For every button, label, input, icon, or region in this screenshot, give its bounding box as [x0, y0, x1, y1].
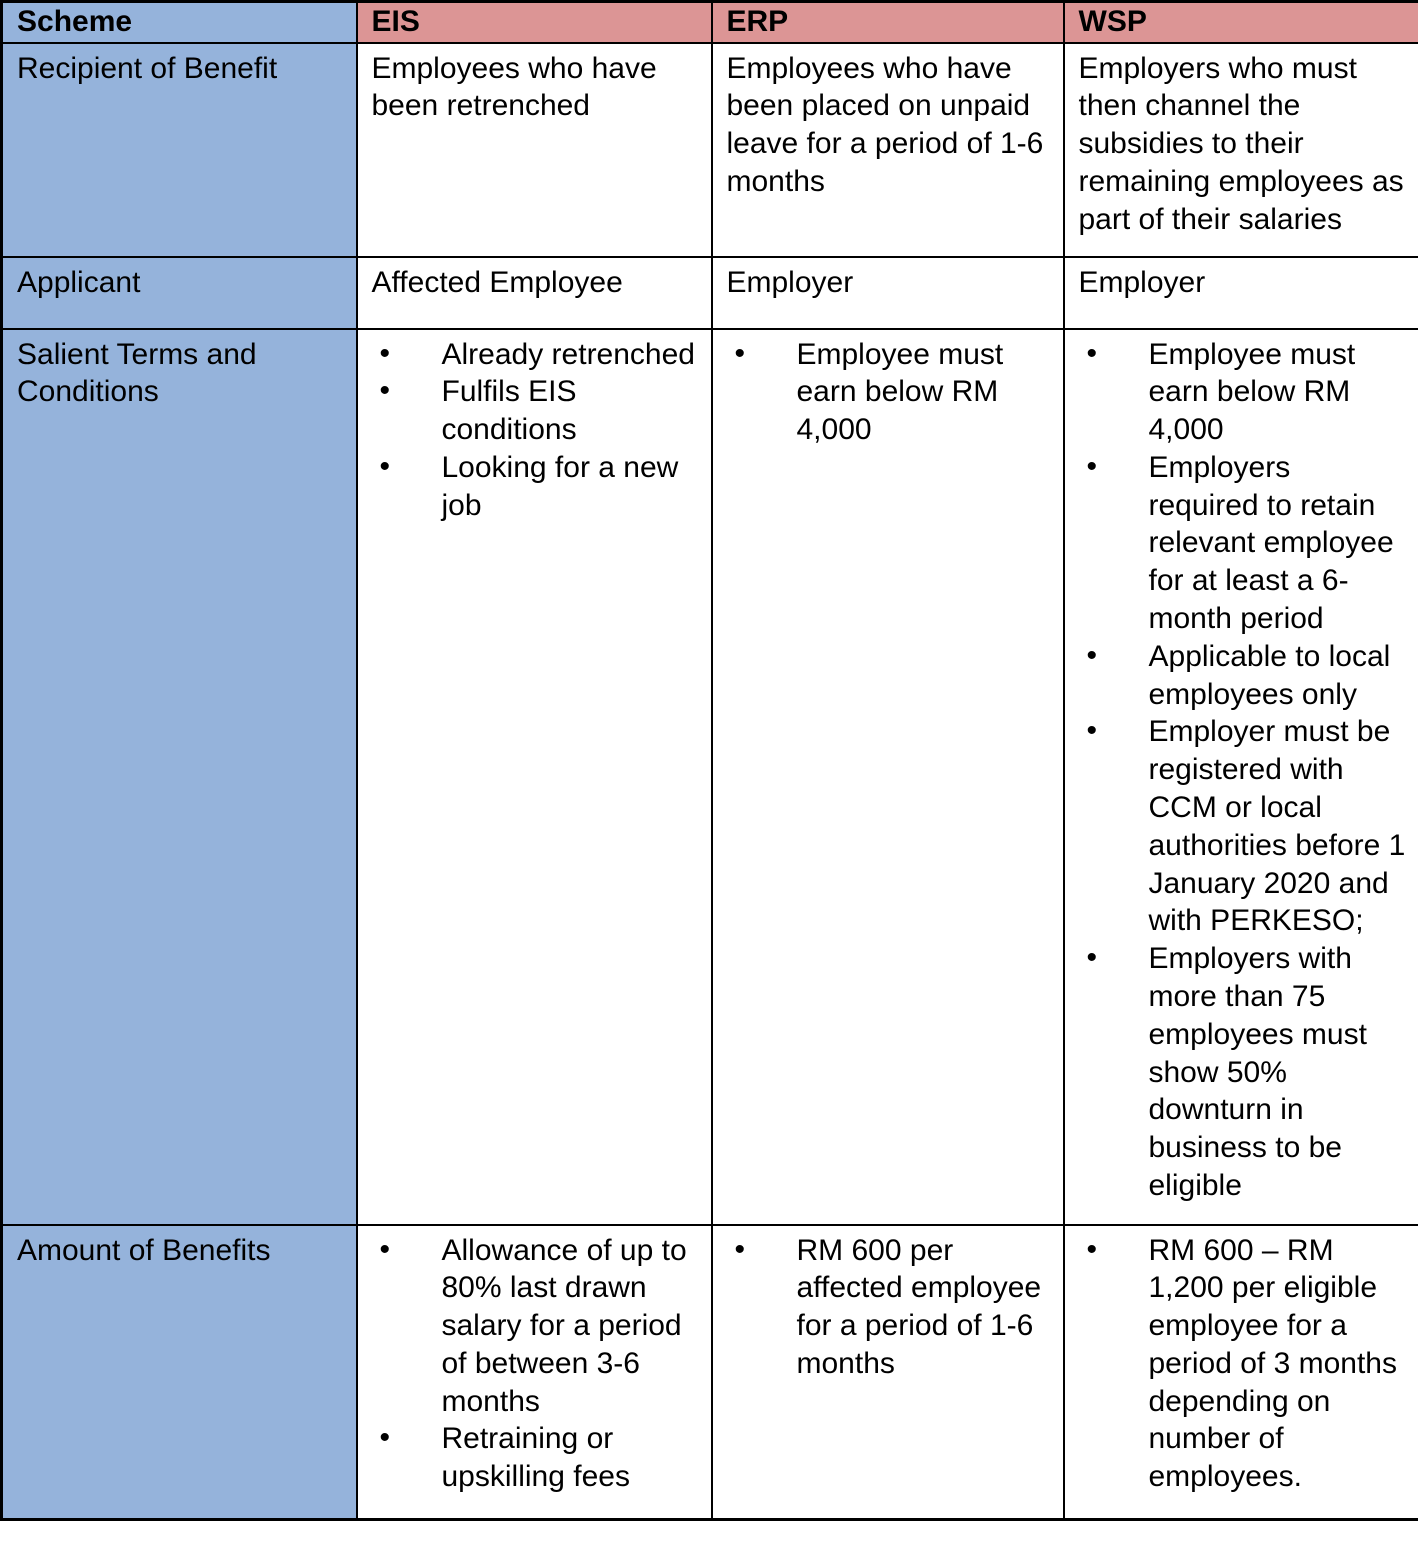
- table-row: [2, 257, 1418, 329]
- table-row: [2, 1225, 1418, 1520]
- cell-recipient-eis: [357, 43, 712, 257]
- bullet-item: • Looking for a new job: [372, 449, 701, 525]
- bullet-list: [372, 336, 701, 525]
- cell-salient-wsp: [1064, 329, 1418, 1225]
- row-label-salient-terms-and-conditions: Salient Terms and Conditions: [2, 329, 357, 1225]
- cell-salient-eis: [357, 329, 712, 1225]
- row-label-amount-of-benefits: Amount of Benefits: [2, 1225, 357, 1520]
- cell-text: Affected Employee: [371, 265, 623, 299]
- cell-applicant-erp: [712, 257, 1064, 329]
- cell-amount-erp: [712, 1225, 1064, 1520]
- table-body: [2, 43, 1418, 1520]
- table-header-row: [2, 2, 1418, 43]
- cell-text: Employer: [1078, 265, 1206, 299]
- column-header-scheme: Scheme: [2, 2, 357, 43]
- table-row: [2, 329, 1418, 1225]
- bullet-list: [727, 336, 1053, 449]
- bullet-list: [1079, 336, 1409, 1205]
- cell-applicant-eis: [357, 257, 712, 329]
- cell-text: Employers who must then channel the subsidies to their remaining employees as part of their salaries: [1078, 51, 1404, 236]
- table-row: [2, 43, 1418, 257]
- bullet-item: • Employee must earn below RM 4,000: [1079, 336, 1409, 449]
- bullet-list: [372, 1232, 701, 1497]
- bullet-item: • Employers with more than 75 employees must show 50% downturn in business to be eligible: [1079, 940, 1409, 1205]
- cell-amount-wsp: [1064, 1225, 1418, 1520]
- bullet-item: • Employers required to retain relevant employee for at least a 6-month period: [1079, 449, 1409, 638]
- cell-recipient-erp: [712, 43, 1064, 257]
- cell-text: Employees who have been retrenched: [371, 51, 657, 123]
- bullet-item: • RM 600 per affected employee for a period of 1-6 months: [727, 1232, 1053, 1383]
- cell-recipient-wsp: [1064, 43, 1418, 257]
- table-header: [2, 2, 1418, 43]
- bullet-item: • Allowance of up to 80% last drawn salary for a period of between 3-6 months: [372, 1232, 701, 1421]
- cell-text: Employees who have been placed on unpaid leave for a period of 1-6 months: [726, 51, 1044, 198]
- bullet-item: • Applicable to local employees only: [1079, 638, 1409, 714]
- bullet-item: • Employee must earn below RM 4,000: [727, 336, 1053, 449]
- cell-text: Employer: [726, 265, 854, 299]
- column-header-erp: ERP: [712, 2, 1064, 43]
- cell-amount-eis: [357, 1225, 712, 1520]
- row-label-applicant: Applicant: [2, 257, 357, 329]
- bullet-item: • Employer must be registered with CCM or local authorities before 1 January 2020 and with PERKESO;: [1079, 713, 1409, 940]
- bullet-item: • Retraining or upskilling fees: [372, 1420, 701, 1496]
- column-header-eis: EIS: [357, 2, 712, 43]
- bullet-list: [727, 1232, 1053, 1383]
- bullet-list: [1079, 1232, 1409, 1497]
- bullet-item: • RM 600 – RM 1,200 per eligible employee for a period of 3 months depending on number of employees.: [1079, 1232, 1409, 1497]
- column-header-wsp: WSP: [1064, 2, 1418, 43]
- cell-applicant-wsp: [1064, 257, 1418, 329]
- bullet-item: • Fulfils EIS conditions: [372, 373, 701, 449]
- cell-salient-erp: [712, 329, 1064, 1225]
- bullet-item: • Already retrenched: [372, 336, 701, 374]
- row-label-recipient-of-benefit: Recipient of Benefit: [2, 43, 357, 257]
